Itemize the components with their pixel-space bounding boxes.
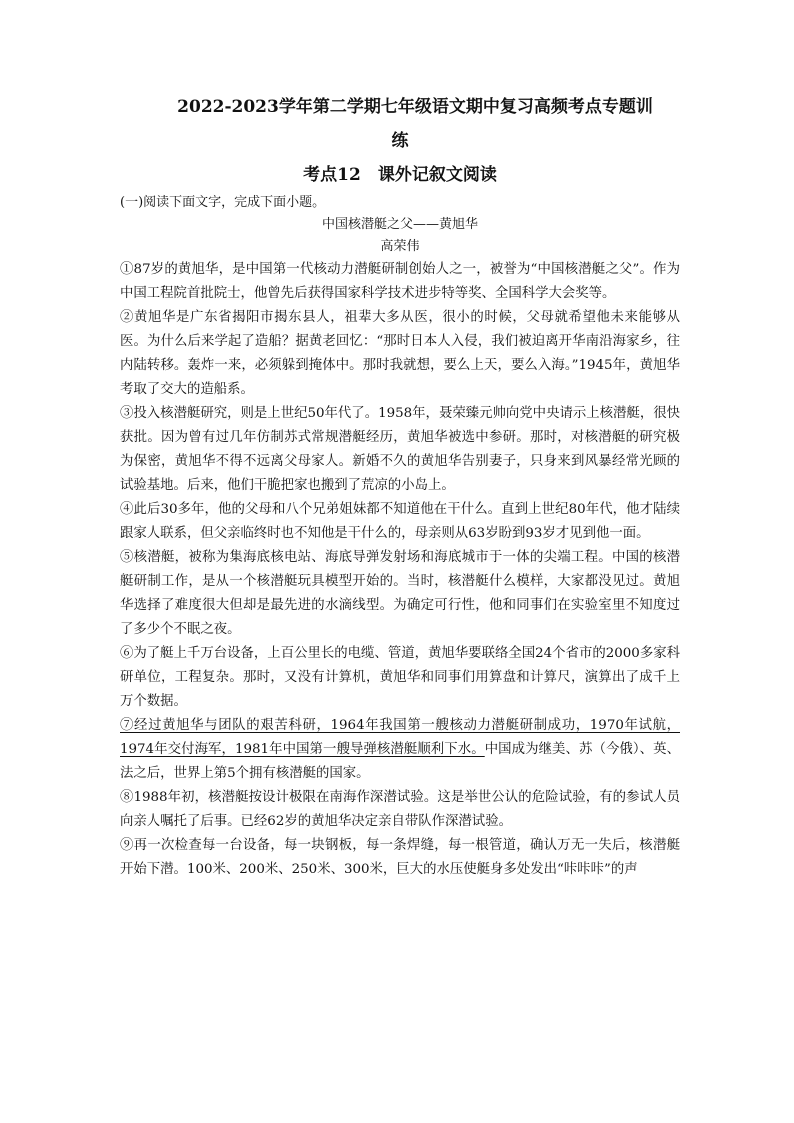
article-title: 中国核潜艇之父——黄旭华 bbox=[321, 217, 478, 232]
document-title-continuation: 练 bbox=[391, 131, 409, 151]
paragraph-4: ④此后30多年，他的父母和八个兄弟姐妹都不知道他在干什么。直到上世纪80年代，他才陆续跟家人联系，但父亲临终时也不知他是干什么的，母亲则从63岁盼到93岁才见到他一面。 bbox=[120, 502, 680, 541]
paragraph-9: ⑨再一次检查每一台设备，每一块钢板，每一条焊缝，每一根管道，确认万无一失后，核潜艇开始下潜。100米、200米、250米、300米，巨大的水压使艇身多处发出“咔咔咔”的声 bbox=[120, 838, 680, 877]
paragraph-6: ⑥为了艇上千万台设备，上百公里长的电缆、管道，黄旭华要联络全国24个省市的2000多家科研单位，工程复杂。那时，又没有计算机，黄旭华和同事们用算盘和计算尺，演算出了成千上万个数据。 bbox=[120, 646, 680, 709]
document-subtitle: 考点12 课外记叙文阅读 bbox=[303, 165, 497, 185]
paragraph-5: ⑤核潜艇，被称为集海底核电站、海底导弹发射场和海底城市于一体的尖端工程。中国的核潜艇研制工作，是从一个核潜艇玩具模型开始的。当时，核潜艇什么模样，大家都没见过。黄旭华选择了难度很大但却是最先进的水滴线型。为确定可行性，他和同事们在实验室里不知度过了多少个不眠之夜。 bbox=[120, 550, 680, 637]
paragraph-7-text: 中国成为继美、苏（今俄）、英、法之后，世界上第5个拥有核潜艇的国家。 bbox=[120, 742, 680, 781]
paragraph-8: ⑧1988年初，核潜艇按设计极限在南海作深潜试验。这是举世公认的危险试验，有的参试人员向亲人嘱托了后事。已经62岁的黄旭华决定亲自带队作深潜试验。 bbox=[120, 790, 680, 829]
section-instruction: (一)阅读下面文字，完成下面小题。 bbox=[120, 195, 326, 210]
document-page bbox=[120, 90, 680, 882]
document-title: 2022-2023学年第二学期七年级语文期中复习高频考点专题训 bbox=[177, 97, 653, 117]
paragraph-1: ①87岁的黄旭华，是中国第一代核动力潜艇研制创始人之一，被誉为“中国核潜艇之父”。作为中国工程院首批院士，他曾先后获得国家科学技术进步特等奖、全国科学大会奖等。 bbox=[120, 262, 680, 301]
paragraph-2: ②黄旭华是广东省揭阳市揭东县人，祖辈大多从医，很小的时候，父母就希望他未来能够从医。为什么后来学起了造船？据黄老回忆：“那时日本人入侵，我们被迫离开华南沿海家乡，往内陆转移。轰炸一来，必须躲到掩体中。那时我就想，要么上天，要么入海。”1945年，黄旭华考取了交大的造船系。 bbox=[120, 310, 680, 397]
paragraph-7-underlined-text: ⑦经过黄旭华与团队的艰苦科研，1964年我国第一艘核动力潜艇研制成功，1970年试航，1974年交付海军，1981年中国第一艘导弹核潜艇顺利下水。 bbox=[120, 718, 680, 757]
paragraph-3: ③投入核潜艇研究，则是上世纪50年代了。1958年，聂荣臻元帅向党中央请示上核潜艇，很快获批。因为曾有过几年仿制苏式常规潜艇经历，黄旭华被选中参研。那时，对核潜艇的研究极为保密，黄旭华不得不远离父母家人。新婚不久的黄旭华告别妻子，只身来到风暴经常光顾的试验基地。后来，他们干脆把家也搬到了荒凉的小岛上。 bbox=[120, 406, 680, 493]
paragraph-7 bbox=[120, 714, 680, 786]
article-author: 高荣伟 bbox=[380, 239, 420, 254]
